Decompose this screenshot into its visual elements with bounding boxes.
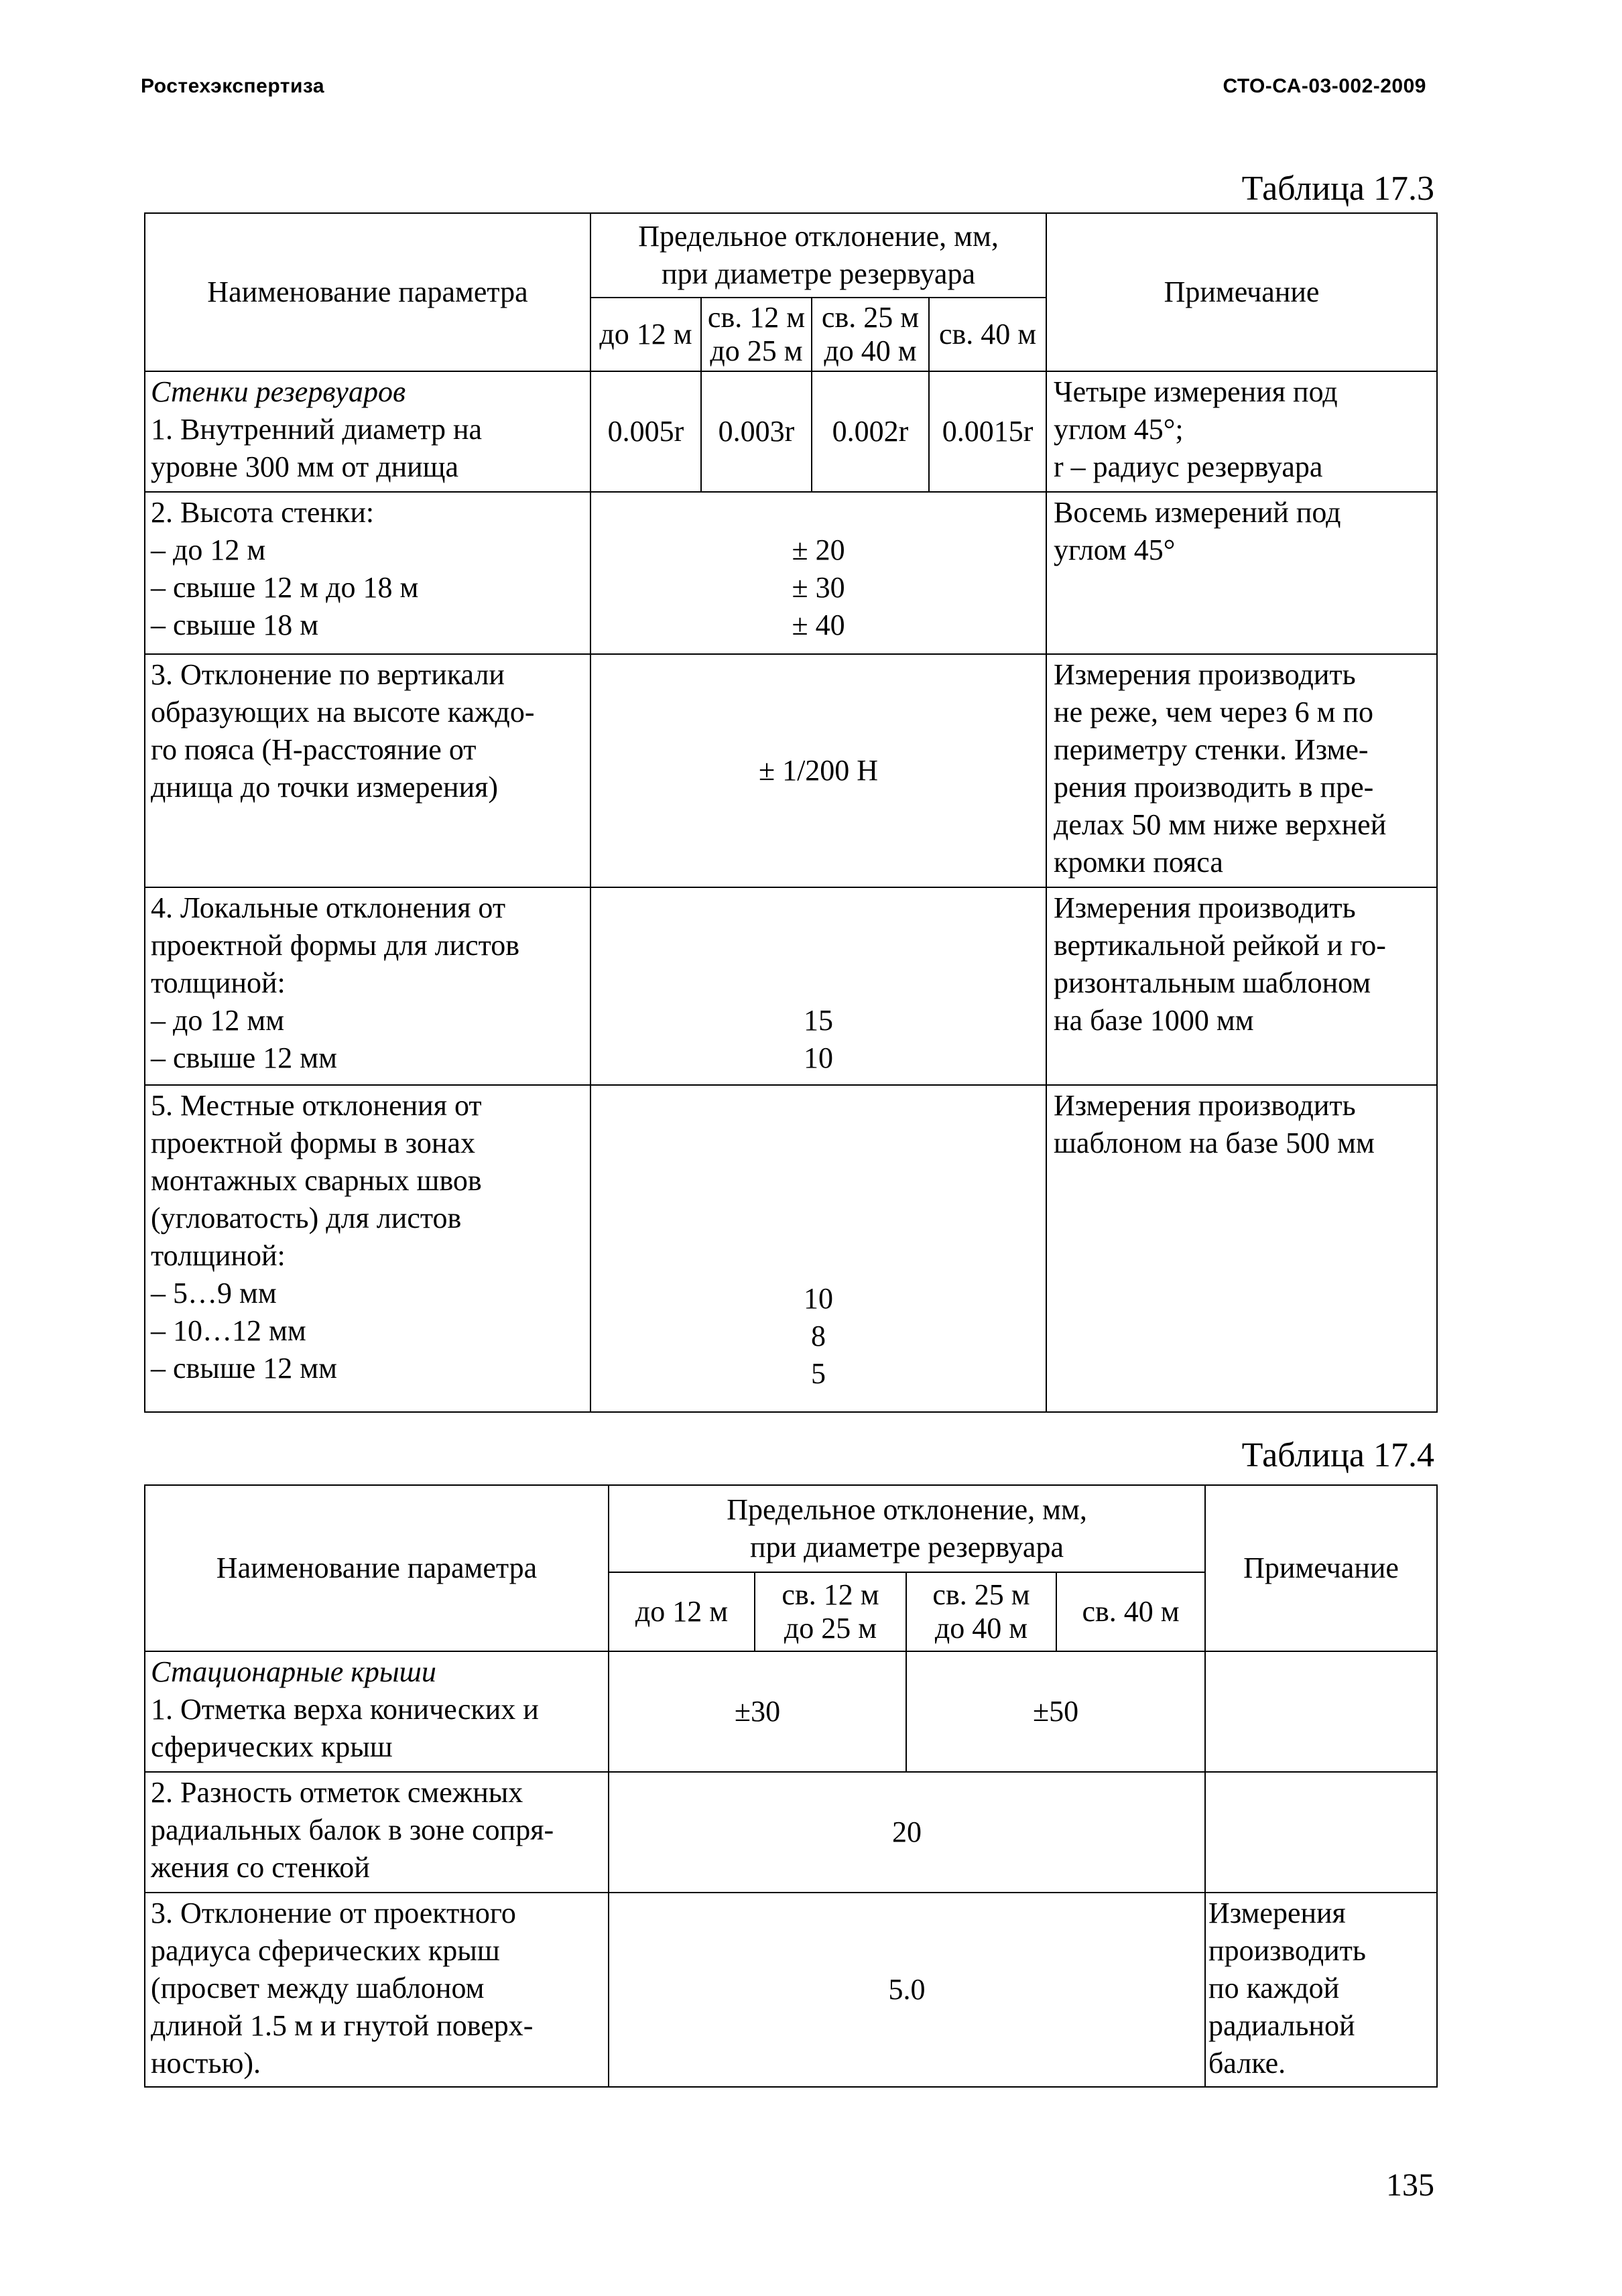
t173-r2-param-l3: – свыше 12 м до 18 м xyxy=(151,571,419,604)
t173-head-limit-l1: Предельное отклонение, мм, xyxy=(638,220,999,253)
t174-head-note: Примечание xyxy=(1205,1485,1437,1651)
t174-r2-value: 20 xyxy=(609,1772,1205,1893)
t173-head-d3a: св. 25 м xyxy=(821,301,920,334)
t174-head-d2b: до 25 м xyxy=(784,1612,877,1645)
t174-head-limit-l2: при диаметре резервуара xyxy=(750,1531,1064,1564)
t173-r1-note-l3: r – радиус резервуара xyxy=(1054,450,1323,483)
t174-r3-value: 5.0 xyxy=(609,1893,1205,2087)
t173-r4-param-l5: – свыше 12 мм xyxy=(151,1041,337,1074)
t173-r4-note-l3: ризонтальным шаблоном xyxy=(1054,966,1371,999)
t174-r1-param-l1: 1. Отметка верха конических и xyxy=(151,1693,539,1726)
t173-r5-param-l2: проектной формы в зонах xyxy=(151,1127,475,1159)
table-row xyxy=(145,1085,1437,1412)
header-doc-code: СТО-СА-03-002-2009 xyxy=(1223,75,1426,97)
t173-r1-note-l1: Четыре измерения под xyxy=(1054,375,1338,408)
t173-r3-note xyxy=(1046,654,1437,887)
t173-r2-values xyxy=(590,492,1046,654)
t174-r1-note xyxy=(1205,1651,1437,1772)
t173-head-d3b: до 40 м xyxy=(824,334,917,367)
table-row xyxy=(145,492,1437,654)
t174-r3-param-l1: 3. Отклонение от проектного xyxy=(151,1897,516,1929)
t173-head-note: Примечание xyxy=(1046,213,1437,371)
t174-section-roofs: Стационарные крыши xyxy=(151,1655,436,1688)
t173-r3-param-l4: днища до точки измерения) xyxy=(151,771,499,804)
t173-head-limit xyxy=(590,213,1046,298)
t173-r4-param-l1: 4. Локальные отклонения от xyxy=(151,891,506,924)
t174-r3-param-l2: радиуса сферических крыш xyxy=(151,1934,500,1967)
t174-r3-note-l3: по каждой xyxy=(1208,1972,1340,2004)
t174-r3-param-l4: длиной 1.5 м и гнутой поверх- xyxy=(151,2009,534,2042)
page-number: 135 xyxy=(1386,2167,1434,2203)
t173-r5-param-l8: – свыше 12 мм xyxy=(151,1352,337,1385)
t173-r4-v2: 10 xyxy=(804,1041,834,1074)
t173-r5-note xyxy=(1046,1085,1437,1412)
t173-head-d2b: до 25 м xyxy=(710,334,803,367)
table-17-4 xyxy=(144,1484,1438,2088)
t173-r5-param-l6: – 5…9 мм xyxy=(151,1277,277,1310)
t173-r3-note-l6: кромки пояса xyxy=(1054,846,1223,879)
t173-head-limit-l2: при диаметре резервуара xyxy=(662,257,975,290)
t173-r2-v3: ± 40 xyxy=(792,609,845,641)
table-17-3 xyxy=(144,212,1438,1413)
t173-r4-param xyxy=(145,887,590,1085)
t173-r2-param-l2: – до 12 м xyxy=(151,533,266,566)
t173-r4-v1: 15 xyxy=(804,1004,834,1037)
t173-r3-param-l1: 3. Отклонение по вертикали xyxy=(151,658,505,691)
t173-r4-note xyxy=(1046,887,1437,1085)
t174-head-d3 xyxy=(906,1572,1056,1651)
t173-r3-param-l2: образующих на высоте каждо- xyxy=(151,696,535,728)
header-org: Ростехэкспертиза xyxy=(141,75,325,97)
t173-r1-param-l2: уровне 300 мм от днища xyxy=(151,450,459,483)
t173-r4-param-l2: проектной формы для листов xyxy=(151,929,520,962)
t173-r5-param-l5: толщиной: xyxy=(151,1239,286,1272)
table-row xyxy=(145,654,1437,887)
t173-r1-v4: 0.0015r xyxy=(929,371,1046,492)
t174-r3-note-l5: балке. xyxy=(1208,2047,1286,2080)
t173-r4-values xyxy=(590,887,1046,1085)
t174-head-param: Наименование параметра xyxy=(145,1485,609,1651)
t174-r3-note xyxy=(1205,1893,1437,2087)
t173-r3-value: ± 1/200 Н xyxy=(590,654,1046,887)
t173-r4-note-l2: вертикальной рейкой и го- xyxy=(1054,929,1386,962)
t174-r2-param-l1: 2. Разность отметок смежных xyxy=(151,1776,523,1809)
t173-r1-v2: 0.003r xyxy=(701,371,812,492)
t173-r2-note-l2: углом 45° xyxy=(1054,533,1176,566)
t174-r1-value-b: ±50 xyxy=(906,1651,1205,1772)
t173-r5-v2: 8 xyxy=(811,1320,826,1352)
t173-r2-param-l4: – свыше 18 м xyxy=(151,609,319,641)
t173-r5-v1: 10 xyxy=(804,1282,834,1315)
t173-r3-param xyxy=(145,654,590,887)
t173-head-d3 xyxy=(812,298,929,371)
t174-r3-note-l1: Измерения xyxy=(1208,1897,1346,1929)
t173-r5-param-l7: – 10…12 мм xyxy=(151,1314,306,1347)
t173-r3-note-l4: рения производить в пре- xyxy=(1054,771,1374,804)
t173-r3-note-l2: не реже, чем через 6 м по xyxy=(1054,696,1373,728)
table-row xyxy=(145,1893,1437,2087)
t173-r4-note-l4: на базе 1000 мм xyxy=(1054,1004,1254,1037)
t173-r5-v3: 5 xyxy=(811,1357,826,1390)
t174-r3-note-l2: производить xyxy=(1208,1934,1366,1967)
t173-r1-param xyxy=(145,371,590,492)
t174-head-limit-l1: Предельное отклонение, мм, xyxy=(727,1493,1087,1526)
t173-head-d2 xyxy=(701,298,812,371)
table-row xyxy=(145,1772,1437,1893)
t173-head-d2a: св. 12 м xyxy=(707,301,806,334)
t173-r2-param xyxy=(145,492,590,654)
t173-head-d1: до 12 м xyxy=(590,298,701,371)
t173-r2-v2: ± 30 xyxy=(792,571,845,604)
t173-r5-param-l3: монтажных сварных швов xyxy=(151,1164,482,1197)
t174-head-d2 xyxy=(755,1572,906,1651)
t173-r3-note-l1: Измерения производить xyxy=(1054,658,1356,691)
table-row xyxy=(145,1651,1437,1772)
t173-r1-v1: 0.005r xyxy=(590,371,701,492)
t174-r2-param xyxy=(145,1772,609,1893)
t173-r2-param-l1: 2. Высота стенки: xyxy=(151,496,375,529)
t173-r2-note-l1: Восемь измерений под xyxy=(1054,496,1341,529)
t174-r2-note xyxy=(1205,1772,1437,1893)
t174-r1-value-a: ±30 xyxy=(609,1651,906,1772)
t173-r5-values xyxy=(590,1085,1046,1412)
t174-head-d4: св. 40 м xyxy=(1056,1572,1205,1651)
t173-r1-note xyxy=(1046,371,1437,492)
t174-r3-param-l3: (просвет между шаблоном xyxy=(151,1972,485,2004)
t173-r5-param xyxy=(145,1085,590,1412)
t173-r4-param-l3: толщиной: xyxy=(151,966,286,999)
t174-head-d2a: св. 12 м xyxy=(782,1578,879,1611)
t174-r2-param-l3: жения со стенкой xyxy=(151,1851,370,1884)
t173-r1-note-l2: углом 45°; xyxy=(1054,413,1184,446)
t173-head-d4: св. 40 м xyxy=(929,298,1046,371)
t174-r2-param-l2: радиальных балок в зоне сопря- xyxy=(151,1813,554,1846)
t173-r4-param-l4: – до 12 мм xyxy=(151,1004,285,1037)
t174-r3-note-l4: радиальной xyxy=(1208,2009,1355,2042)
t173-head-param: Наименование параметра xyxy=(145,213,590,371)
t173-r1-param-l1: 1. Внутренний диаметр на xyxy=(151,413,483,446)
t174-head-limit xyxy=(609,1485,1205,1572)
t173-r3-param-l3: го пояса (Н-расстояние от xyxy=(151,733,477,766)
t173-r1-v3: 0.002r xyxy=(812,371,929,492)
t173-r2-v1: ± 20 xyxy=(792,533,845,566)
t174-head-d3b: до 40 м xyxy=(934,1612,1028,1645)
t173-r5-note-l1: Измерения производить xyxy=(1054,1089,1356,1122)
t173-r3-note-l5: делах 50 мм ниже верхней xyxy=(1054,808,1387,841)
t173-r5-param-l4: (угловатость) для листов xyxy=(151,1202,462,1234)
t174-r1-param-l2: сферических крыш xyxy=(151,1730,393,1763)
t173-r3-note-l3: периметру стенки. Изме- xyxy=(1054,733,1369,766)
t173-r2-note xyxy=(1046,492,1437,654)
t174-r3-param xyxy=(145,1893,609,2087)
t173-r5-note-l2: шаблоном на базе 500 мм xyxy=(1054,1127,1375,1159)
table-17-3-caption: Таблица 17.3 xyxy=(1241,170,1434,208)
table-row xyxy=(145,887,1437,1085)
t173-section-walls: Стенки резервуаров xyxy=(151,375,406,408)
t174-head-d1: до 12 м xyxy=(609,1572,755,1651)
table-row xyxy=(145,371,1437,492)
table-17-4-caption: Таблица 17.4 xyxy=(1241,1436,1434,1474)
t173-r4-note-l1: Измерения производить xyxy=(1054,891,1356,924)
t174-head-d3a: св. 25 м xyxy=(932,1578,1030,1611)
t173-r5-param-l1: 5. Местные отклонения от xyxy=(151,1089,482,1122)
t174-r3-param-l5: ностью). xyxy=(151,2047,261,2080)
t174-r1-param xyxy=(145,1651,609,1772)
